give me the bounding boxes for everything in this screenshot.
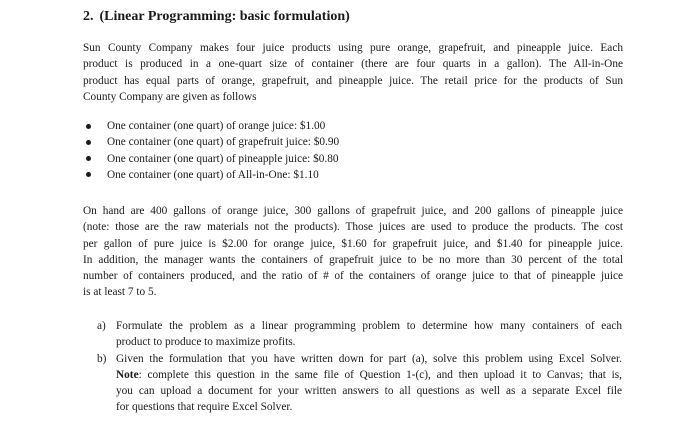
price-item-text: One container (one quart) of orange juice: $1.00 xyxy=(107,120,326,132)
details-line: per gallon of pure juice is $2.00 for orange juice, $1.60 for grapefruit juice, and $1.40 for pineapple juice. xyxy=(83,237,623,250)
details-line: number of containers produced, and the ratio of # of the containers of orange juice to that of pineapple juice xyxy=(83,270,623,283)
price-item-text: One container (one quart) of All-in-One: $1.10 xyxy=(107,168,319,181)
intro-line: County Company are given as follows xyxy=(83,90,257,103)
question-item-a xyxy=(97,318,622,351)
price-item-text: One container (one quart) of pineapple juice: $0.80 xyxy=(107,152,339,165)
question-heading xyxy=(83,9,350,25)
question-marker: b) xyxy=(97,352,107,365)
note-text: : complete this question in the same file of Question 1-(c), and then upload it to Canvas; that is, xyxy=(138,368,622,381)
price-list xyxy=(83,118,339,183)
question-list xyxy=(97,318,622,416)
price-item-all-in-one xyxy=(83,167,339,183)
intro-paragraph xyxy=(83,40,623,105)
bullet-icon xyxy=(86,140,91,145)
question-line: for questions that require Excel Solver. xyxy=(116,401,293,414)
bullet-icon xyxy=(86,156,91,161)
question-title: (Linear Programming: basic formulation) xyxy=(99,9,350,24)
details-line: On hand are 400 gallons of orange juice, 300 gallons of grapefruit juice, and 200 gallons of pineapple juice xyxy=(83,205,623,217)
details-line: In addition, the manager wants the containers of grapefruit juice to be no more than 30 percent of the total xyxy=(83,253,623,266)
question-marker: a) xyxy=(97,320,106,332)
question-note-line xyxy=(116,367,622,383)
question-line: you can upload a document for your written answers to all questions as well as a separate Excel file xyxy=(116,385,622,398)
price-item-grapefruit xyxy=(83,134,339,150)
details-line: (note: those are the raw materials not the products). Those juices are used to produce the products. The cost xyxy=(83,221,623,234)
question-number: 2. xyxy=(83,9,94,24)
bullet-icon xyxy=(86,124,91,129)
price-item-orange xyxy=(83,118,339,134)
intro-line: product has equal parts of orange, grapefruit, and pineapple juice. The retail price for the products of Sun xyxy=(83,74,623,87)
note-label: Note xyxy=(116,368,139,381)
intro-line: product is produced in a one-quart size of container (there are four quarts in a gallon). The All-in-One xyxy=(83,58,623,71)
price-item-pineapple xyxy=(83,151,339,167)
question-item-b xyxy=(97,351,622,416)
intro-line: Sun County Company makes four juice products using pure orange, grapefruit, and pineapple juice. Each xyxy=(83,42,623,54)
question-line: Given the formulation that you have written down for part (a), solve this problem using Excel Solver. xyxy=(116,352,622,365)
question-line: product to produce to maximize profits. xyxy=(116,336,296,349)
bullet-icon xyxy=(86,172,91,177)
details-line: is at least 7 to 5. xyxy=(83,286,157,299)
details-paragraph xyxy=(83,203,623,301)
price-item-text: One container (one quart) of grapefruit juice: $0.90 xyxy=(107,136,340,149)
question-line: Formulate the problem as a linear programming problem to determine how many containers of each xyxy=(116,320,622,332)
